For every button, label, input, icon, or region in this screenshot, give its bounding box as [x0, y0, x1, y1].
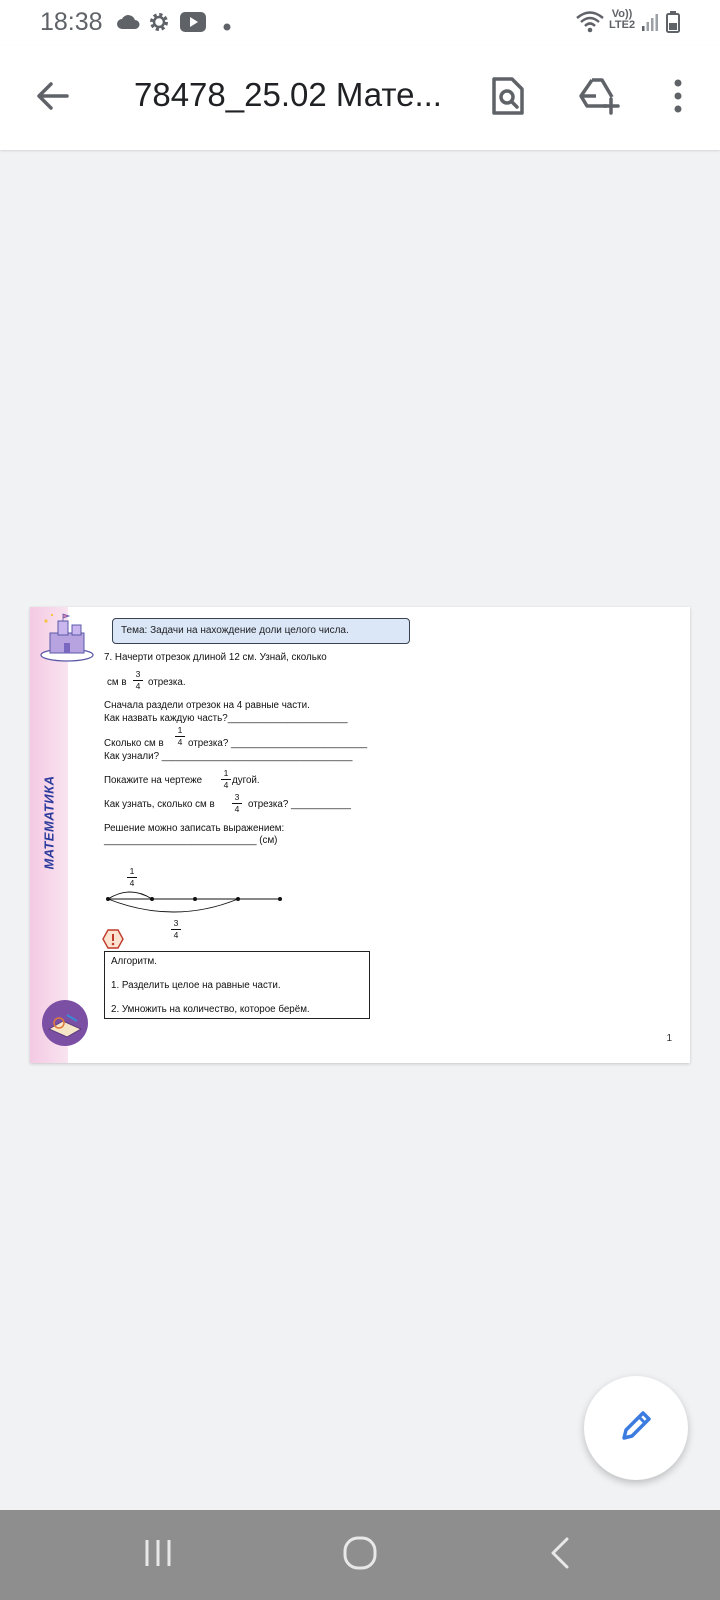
- more-options-button[interactable]: [650, 70, 706, 126]
- task-line-2a: см в: [107, 677, 127, 688]
- diagram-label-three-quarters: [171, 919, 181, 940]
- document-page[interactable]: [30, 607, 690, 1063]
- edit-fab-button[interactable]: [584, 1376, 688, 1480]
- fraction-denominator: 4: [135, 681, 141, 691]
- step1-line-1: Сначала раздели отрезок на 4 равные части.: [104, 700, 310, 711]
- signal-icon: [641, 12, 659, 37]
- fraction-one-quarter: [175, 726, 185, 747]
- castle-illustration: [38, 611, 96, 668]
- recent-apps-icon: [143, 1538, 173, 1573]
- fraction-numerator: 1: [129, 866, 135, 876]
- battery-icon: [666, 11, 680, 38]
- fraction-three-quarters: [133, 670, 143, 691]
- step4-text-a: Как узнать, сколько см в: [104, 799, 215, 810]
- step2-line-1b: отрезка? _________________________: [188, 738, 368, 749]
- segment-diagram: [104, 887, 290, 927]
- page-number: 1: [666, 1033, 672, 1044]
- step3-text-b: дугой.: [232, 775, 260, 786]
- subject-label: [30, 767, 78, 877]
- fraction-denominator: 4: [223, 780, 229, 790]
- subject-label-text: МАТЕМАТИКА: [41, 774, 57, 870]
- step3-text-a: Покажите на чертеже: [104, 775, 203, 786]
- step4-text-b: отрезка? ___________: [248, 799, 351, 810]
- network-type: [609, 9, 635, 31]
- fraction-numerator: 3: [135, 669, 141, 679]
- cloud-icon: [116, 14, 140, 35]
- status-time: 18:38: [40, 8, 103, 36]
- arrow-left-icon: [35, 81, 69, 116]
- fraction-denominator: 4: [129, 878, 135, 888]
- gear-icon: [148, 11, 170, 38]
- add-to-drive-button[interactable]: [571, 70, 627, 126]
- step5-line-2: ____________________________ (см): [104, 835, 278, 846]
- book-illustration: [41, 999, 89, 1052]
- fraction-denominator: 4: [234, 804, 240, 814]
- network-lte: LTE2: [609, 19, 636, 31]
- algorithm-box: [104, 951, 370, 1019]
- step2-line-1a: Сколько см в: [104, 738, 164, 749]
- system-back-button[interactable]: [530, 1530, 590, 1580]
- find-in-document-icon: [491, 76, 525, 121]
- step2-line-2: Как узнали? ___________________________________: [104, 751, 353, 762]
- fraction-three-quarters: [232, 793, 242, 814]
- document-title: 78478_25.02 Мате...: [134, 76, 442, 113]
- back-button[interactable]: [24, 70, 80, 126]
- task-line-1: 7. Начерти отрезок длиной 12 см. Узнай, сколько: [104, 652, 327, 663]
- algorithm-title: Алгоритм.: [111, 956, 157, 967]
- recent-apps-button[interactable]: [128, 1530, 188, 1580]
- diagram-label-one-quarter: [127, 867, 137, 888]
- fraction-numerator: 3: [234, 792, 240, 802]
- dot-icon: [223, 18, 231, 36]
- add-to-drive-icon: [578, 77, 620, 120]
- step5-line-1: Решение можно записать выражением:: [104, 823, 285, 834]
- home-icon: [343, 1536, 377, 1575]
- app-bar: [0, 46, 720, 150]
- fraction-numerator: 1: [223, 768, 229, 778]
- more-vert-icon: [673, 79, 683, 118]
- pencil-icon: [618, 1408, 654, 1449]
- wifi-icon: [575, 10, 605, 39]
- step1-line-2: Как назвать каждую часть?______________________: [104, 713, 348, 724]
- find-in-document-button[interactable]: [480, 70, 536, 126]
- home-button[interactable]: [330, 1530, 390, 1580]
- topic-box: Тема: Задачи на нахождение доли целого числа.: [112, 618, 410, 644]
- fraction-one-quarter: [221, 769, 231, 790]
- back-icon: [549, 1537, 571, 1574]
- algorithm-step-2: 2. Умножить на количество, которое берём.: [111, 1004, 310, 1015]
- algorithm-step-1: 1. Разделить целое на равные части.: [111, 980, 281, 991]
- page-sidebar: [30, 607, 68, 1063]
- fraction-numerator: 3: [173, 918, 179, 928]
- fraction-denominator: 4: [177, 737, 183, 747]
- status-bar: [0, 0, 720, 46]
- fraction-denominator: 4: [173, 930, 179, 940]
- task-line-2b: отрезка.: [148, 677, 186, 688]
- youtube-icon: [180, 12, 206, 37]
- network-volte: Vo)): [611, 8, 633, 20]
- fraction-numerator: 1: [177, 725, 183, 735]
- navigation-bar: [0, 1510, 720, 1600]
